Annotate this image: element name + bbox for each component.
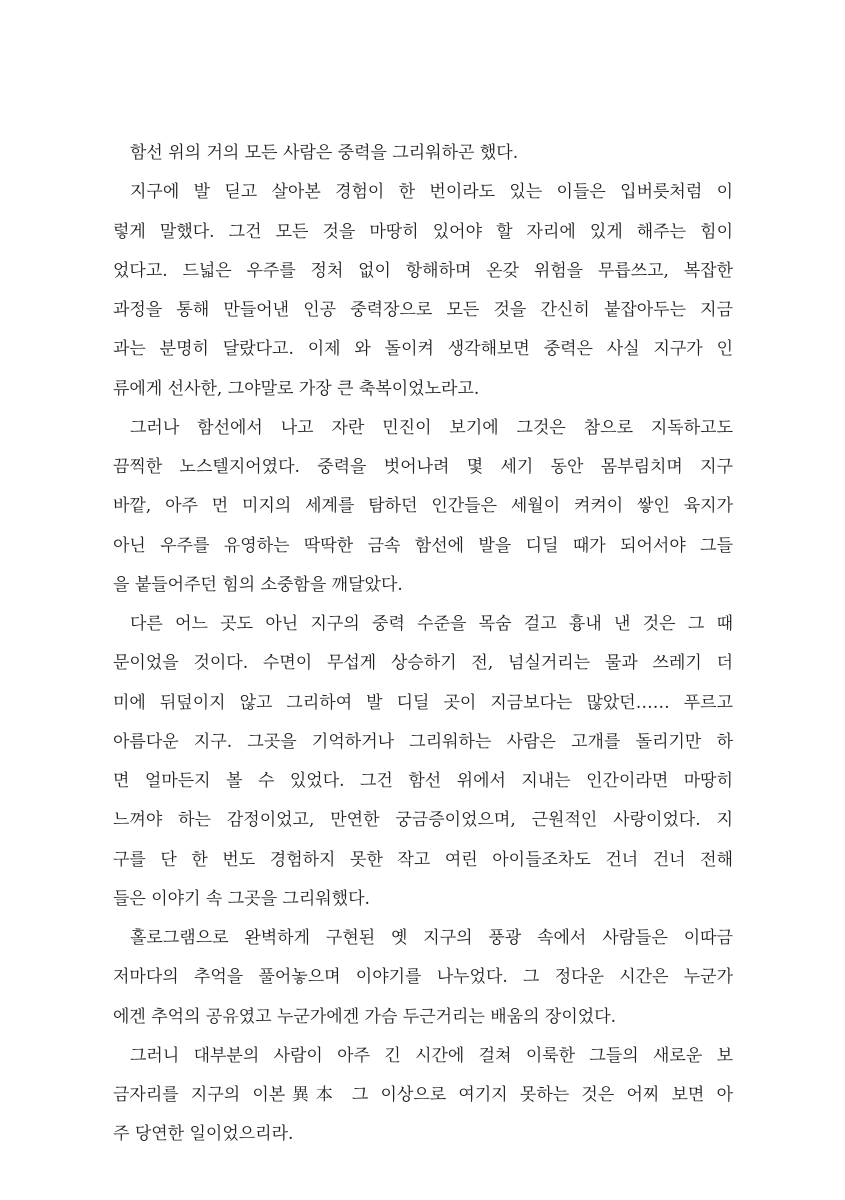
text-line: 류에게 선사한, 그야말로 가장 큰 축복이었노라고.: [113, 378, 480, 399]
body-text: [113, 134, 733, 1155]
text-line: 바깥, 아주 먼 미지의 세계를 탐하던 인간들은 세월이 켜켜이 쌓인 육지가: [113, 496, 733, 517]
text-line: 미에 뒤덮이지 않고 그리하여 발 디딜 곳이 지금보다는 많았던…… 푸르고: [113, 692, 733, 713]
text-line: 주 당연한 일이었으리라.: [113, 1124, 294, 1145]
text-line: 아닌 우주를 유영하는 딱딱한 금속 함선에 발을 디딜 때가 되어서야 그들: [113, 535, 733, 556]
text-line: 아름다운 지구. 그곳을 기억하거나 그리워하는 사람은 고개를 돌리기만 하: [113, 731, 733, 752]
paragraph-4: [113, 605, 733, 919]
paragraph-3: [113, 409, 733, 605]
text-line: 함선 위의 거의 모든 사람은 중력을 그리워하곤 했다.: [130, 143, 519, 163]
text-line: 홀로그램으로 완벽하게 구현된 옛 지구의 풍광 속에서 사람들은 이따금: [130, 928, 733, 948]
text-line: 과는 분명히 달랐다고. 이제 와 돌이켜 생각해보면 중력은 사실 지구가 인: [113, 339, 733, 360]
text-line: 지구에 발 딛고 살아본 경험이 한 번이라도 있는 이들은 입버릇처럼 이: [130, 182, 733, 203]
paragraph-2: [113, 173, 733, 409]
text-line: 과정을 통해 만들어낸 인공 중력장으로 모든 것을 간신히 붙잡아두는 지금: [113, 300, 733, 320]
paragraph-6: [113, 1037, 733, 1155]
text-line: 면 얼마든지 볼 수 있었다. 그건 함선 위에서 지내는 인간이라면 마땅히: [113, 771, 733, 791]
text-line: 에겐 추억의 공유였고 누군가에겐 가슴 두근거리는 배움의 장이었다.: [113, 1006, 617, 1027]
paragraph-1: [113, 134, 733, 173]
text-line: 느껴야 하는 감정이었고, 만연한 궁금증이었으며, 근원적인 사랑이었다. 지: [113, 810, 733, 831]
text-line: 렇게 말했다. 그건 모든 것을 마땅히 있어야 할 자리에 있게 해주는 힘이: [113, 221, 733, 242]
text-line: 그러니 대부분의 사람이 아주 긴 시간에 걸쳐 이룩한 그들의 새로운 보: [130, 1045, 733, 1066]
text-line: 다른 어느 곳도 아닌 지구의 중력 수준을 목숨 걸고 흉내 낸 것은 그 때: [130, 614, 733, 634]
paragraph-5: [113, 919, 733, 1037]
text-line: 을 붙들어주던 힘의 소중함을 깨달았다.: [113, 574, 403, 595]
text-line: 그러나 함선에서 나고 자란 민진이 보기에 그것은 참으로 지독하고도: [130, 417, 733, 438]
text-line: 끔찍한 노스텔지어였다. 중력을 벗어나려 몇 세기 동안 몸부림치며 지구: [113, 457, 733, 477]
text-line: 저마다의 추억을 풀어놓으며 이야기를 나누었다. 그 정다운 시간은 누군가: [113, 967, 733, 988]
text-line: 었다고. 드넓은 우주를 정처 없이 항해하며 온갖 위험을 무릅쓰고, 복잡한: [113, 260, 733, 281]
text-line: 문이었을 것이다. 수면이 무섭게 상승하기 전, 넘실거리는 물과 쓰레기 더: [113, 653, 733, 674]
text-line: 금자리를 지구의 이본異本 그 이상으로 여기지 못하는 것은 어찌 보면 아: [113, 1085, 733, 1105]
text-line: 들은 이야기 속 그곳을 그리워했다.: [113, 888, 370, 909]
text-line: 구를 단 한 번도 경험하지 못한 작고 여린 아이들조차도 건너 건너 전해: [113, 849, 733, 870]
